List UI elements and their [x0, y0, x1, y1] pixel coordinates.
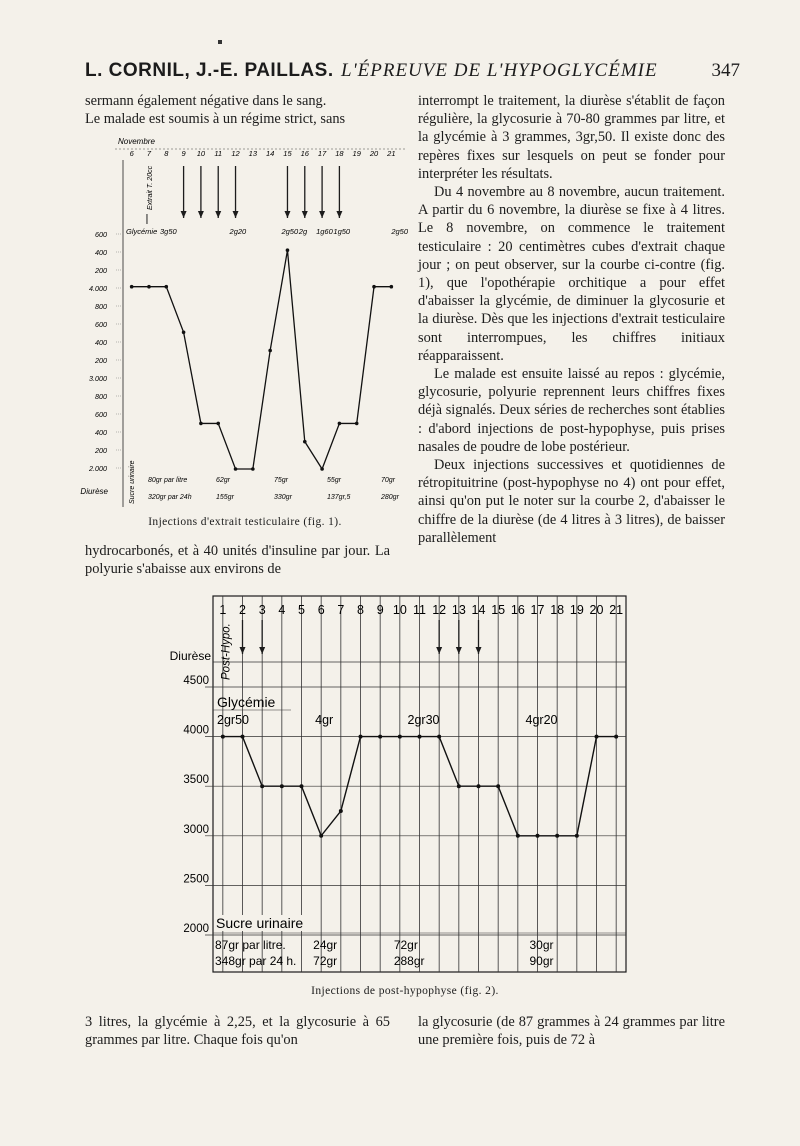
sucre-per-24h: 155gr	[216, 494, 234, 501]
y-tick-label: 3.000	[89, 374, 107, 383]
sucre-label: Sucre urinaire	[129, 460, 136, 504]
paragraph: hydrocarbonés, et à 40 unités d'insuline par jour. La polyurie s'abaisse aux environs de	[85, 543, 390, 578]
diuresis-point	[575, 834, 579, 838]
glycemie-value: 2g	[298, 227, 308, 236]
sucre-per-litre: 55gr	[327, 477, 342, 484]
day-label: 15	[491, 603, 506, 617]
glycemie-value: 1g60	[316, 227, 333, 236]
day-label: 1	[219, 603, 227, 617]
injection-arrow-head	[456, 647, 462, 654]
sucre-per-litre: 72gr	[393, 938, 418, 952]
diuresis-point	[437, 735, 441, 739]
diuresis-point	[372, 285, 376, 289]
day-label: 13	[248, 149, 258, 158]
day-label: 15	[283, 149, 292, 158]
diuresis-point	[595, 735, 599, 739]
figure-1-chart	[70, 132, 410, 514]
day-label: 4	[278, 603, 286, 617]
sucre-per-24h: 288gr	[393, 954, 425, 968]
diuresis-point	[182, 330, 186, 334]
diuresis-point	[457, 784, 461, 788]
figure-1-caption: Injections d'extrait testiculaire (fig. 1).	[148, 516, 342, 528]
diuresis-point	[251, 467, 255, 471]
day-label: 18	[335, 149, 344, 158]
diuresis-point	[268, 349, 272, 353]
header-authors: L. CORNIL, J.-E. PAILLAS.	[85, 60, 334, 81]
running-header	[85, 60, 740, 86]
day-label: 12	[231, 149, 240, 158]
glycemie-value: 4gr	[315, 713, 334, 727]
sucre-per-24h: 320gr par 24h	[148, 494, 192, 501]
sucre-per-24h: 330gr	[274, 494, 292, 501]
left-column-top	[85, 92, 390, 128]
diuresis-point	[338, 422, 342, 426]
y-tick-label: 4500	[183, 675, 209, 687]
sucre-per-litre: 80gr par litre	[148, 477, 188, 484]
day-label: 12	[432, 603, 447, 617]
day-label: 19	[352, 149, 361, 158]
y-tick-label: 400	[95, 428, 107, 437]
sucre-per-24h: 137gr,5	[327, 494, 351, 501]
y-tick-label: 800	[95, 392, 107, 401]
diuresis-point	[378, 735, 382, 739]
diuresis-point	[319, 834, 323, 838]
y-tick-label: 600	[95, 320, 107, 329]
printer-mark	[218, 40, 222, 44]
injection-arrow-head	[284, 211, 290, 218]
sucre-per-litre: 62gr	[216, 477, 231, 484]
y-tick-label: 4000	[183, 724, 209, 737]
diuresis-point	[390, 285, 394, 289]
paragraph: la glycosurie (de 87 grammes à 24 grammes par litre une première fois, puis de 72 à	[418, 1014, 725, 1049]
diuresis-point	[234, 467, 238, 471]
diuresis-point	[555, 834, 559, 838]
left-column-middle	[85, 542, 390, 578]
y-tick-label: 3000	[183, 823, 209, 836]
day-label: 10	[196, 149, 206, 158]
diuresis-point	[398, 735, 402, 739]
diuresis-point	[199, 422, 203, 426]
glycemie-value: 4gr20	[525, 713, 558, 727]
sucre-per-24h: 90gr	[529, 954, 554, 968]
injection-arrow-head	[240, 647, 246, 654]
y-tick-label: 200	[95, 266, 107, 275]
sucre-per-litre: 24gr	[313, 938, 338, 952]
diuresis-axis-label: Diurèse	[169, 649, 211, 663]
diuresis-point	[221, 735, 225, 739]
paragraph: Le malade est soumis à un régime strict, sans	[85, 111, 346, 128]
day-label: 2	[239, 603, 246, 617]
day-label: 16	[510, 603, 525, 617]
diuresis-point	[147, 285, 151, 289]
diuresis-point	[516, 834, 520, 838]
diuresis-axis-label: Diurèse	[80, 487, 108, 496]
day-label: 9	[181, 149, 186, 158]
day-label: 17	[317, 149, 327, 158]
glycemie-value: 2gr30	[407, 713, 440, 727]
injection-arrow-head	[259, 647, 265, 654]
y-tick-label: 800	[95, 302, 107, 311]
diuresis-point	[339, 809, 343, 813]
y-tick-label: 4.000	[89, 284, 107, 293]
y-tick-label: 400	[95, 248, 107, 257]
left-column-bottom	[85, 1013, 390, 1049]
page-number: 347	[711, 60, 740, 81]
diuresis-series-line	[132, 250, 392, 469]
paragraph: interrompt le traitement, la diurèse s'établit de façon régulière, la glycosurie à 70-80 grammes par litre, et la glycémie à 3 grammes, 3gr,50. Il existe donc des repères fixes sur lesquels on peut se fonder pour interpréter les résultats.	[418, 93, 725, 182]
glycemie-value: 1g50	[333, 227, 351, 236]
sucre-per-litre: 30gr	[529, 938, 554, 952]
diuresis-point	[300, 784, 304, 788]
day-label: 20	[369, 149, 379, 158]
day-label: 7	[337, 603, 345, 617]
day-label: 11	[214, 149, 223, 158]
day-label: 8	[357, 603, 364, 617]
day-label: 5	[298, 603, 305, 617]
paragraph: Deux injections successives et quotidiennes de rétropituitrine (post-hypophyse no 4) ont pour effet, ainsi qu'on put le noter sur la courbe 2, d'abaisser le chiffre de la diurèse (de 4 litres à 3 litres), de baisser parallèlement	[418, 457, 725, 546]
day-label: 10	[392, 603, 407, 617]
sucre-per-24h: 280gr	[381, 494, 399, 501]
y-tick-label: 3500	[183, 774, 209, 787]
day-label: 17	[530, 603, 545, 617]
y-tick-label: 600	[95, 230, 107, 239]
day-label: 11	[413, 603, 426, 617]
figure-2-chart	[160, 592, 640, 980]
day-label: 3	[258, 603, 266, 617]
diuresis-point	[303, 440, 307, 444]
glycemie-value: 2g50	[281, 227, 299, 236]
diuresis-point	[241, 735, 245, 739]
right-column-bottom	[418, 1013, 725, 1049]
paragraph: Le malade est ensuite laissé au repos : glycémie, glycosurie, polyurie reprennent leurs chiffres fixes déjà signalés. Deux séries de recherches sont établies : d'abord injections de post-hypophyse, puis prises nasales de poudre de lobe postérieur.	[418, 366, 725, 455]
day-label: 8	[164, 149, 169, 158]
day-label: 20	[589, 603, 604, 617]
y-tick-label: 400	[95, 338, 107, 347]
diuresis-point	[260, 784, 264, 788]
diuresis-point	[359, 735, 363, 739]
sucre-per-litre: 70gr	[381, 477, 396, 484]
diuresis-point	[477, 784, 481, 788]
injection-arrow-head	[336, 211, 342, 218]
day-label: 19	[569, 603, 584, 617]
day-label: 21	[387, 149, 396, 158]
injection-arrow-head	[181, 211, 187, 218]
diuresis-point	[130, 285, 134, 289]
injection-arrow-head	[215, 211, 221, 218]
glycemie-value: 2g20	[229, 227, 247, 236]
injection-arrow-head	[436, 647, 442, 654]
diuresis-point	[418, 735, 422, 739]
day-label: 9	[376, 603, 384, 617]
day-label: 14	[265, 149, 275, 158]
diuresis-point	[164, 285, 168, 289]
y-tick-label: 2.000	[89, 464, 107, 473]
diuresis-point	[614, 735, 618, 739]
sucre-per-24h: 72gr	[313, 954, 338, 968]
y-tick-label: 2500	[183, 873, 209, 886]
diuresis-point	[320, 467, 324, 471]
paragraph: 3 litres, la glycémie à 2,25, et la glycosurie à 65 grammes par litre. Chaque fois qu'on	[85, 1014, 390, 1049]
y-tick-label: 2000	[183, 923, 209, 935]
day-label: 7	[146, 149, 152, 158]
day-label: 18	[550, 603, 565, 617]
glycemie-value: 2g50	[391, 227, 409, 236]
diuresis-point	[280, 784, 284, 788]
month-label: Novembre	[118, 137, 155, 146]
day-label: 21	[609, 603, 624, 617]
diuresis-point	[355, 422, 359, 426]
diuresis-point	[216, 422, 220, 426]
post-hypo-label: Post-Hypo.	[220, 623, 233, 680]
glycemie-value: 3g50	[160, 227, 177, 236]
glycemie-value: 2gr50	[217, 713, 249, 727]
day-label: 6	[129, 149, 134, 158]
header-title: L'ÉPREUVE DE L'HYPOGLYCÉMIE	[341, 60, 658, 81]
diuresis-point	[286, 248, 290, 252]
day-label: 13	[451, 603, 466, 617]
y-tick-label: 200	[95, 446, 107, 455]
y-tick-label: 600	[95, 410, 107, 419]
diuresis-point	[496, 784, 500, 788]
injection-arrow-head	[476, 647, 482, 654]
y-tick-label: 200	[95, 356, 107, 365]
injection-label: Extrait T. 20cc	[146, 165, 154, 210]
paragraph: Du 4 novembre au 8 novembre, aucun traitement. A partir du 6 novembre, la diurèse se fixe à 4 litres. Le 8 novembre, on commence le traitement testiculaire : 20 centimètres cubes d'extrait chaque jour ; on peut observer, sur la courbe ci-contre (fig. 1), que l'opothérapie orchitique a pour effet d'abaisser la glycémie, de diminuer la glycosurie et la diurèse. Dès que les injections d'extrait testiculaire sont interrompues, les chiffres initiaux réapparaissent.	[418, 184, 725, 364]
injection-arrow-head	[319, 211, 325, 218]
injection-arrow-head	[302, 211, 308, 218]
diuresis-point	[536, 834, 540, 838]
day-label: 14	[471, 603, 486, 617]
sucre-per-24h: 348gr par 24 h.	[215, 954, 297, 968]
figure-2-caption: Injections de post-hypophyse (fig. 2).	[311, 985, 499, 997]
day-label: 16	[300, 149, 309, 158]
right-column-top	[418, 92, 725, 547]
paragraph: sermann également négative dans le sang.	[85, 93, 327, 109]
sucre-per-litre: 87gr par litre.	[215, 938, 286, 952]
injection-arrow-head	[233, 211, 239, 218]
glycemie-label: Glycémie	[217, 694, 276, 710]
injection-arrow-head	[198, 211, 204, 218]
glycemie-label: Glycémie	[126, 227, 158, 236]
day-label: 6	[317, 603, 325, 617]
sucre-per-litre: 75gr	[274, 477, 289, 484]
sucre-label: Sucre urinaire	[216, 915, 304, 931]
